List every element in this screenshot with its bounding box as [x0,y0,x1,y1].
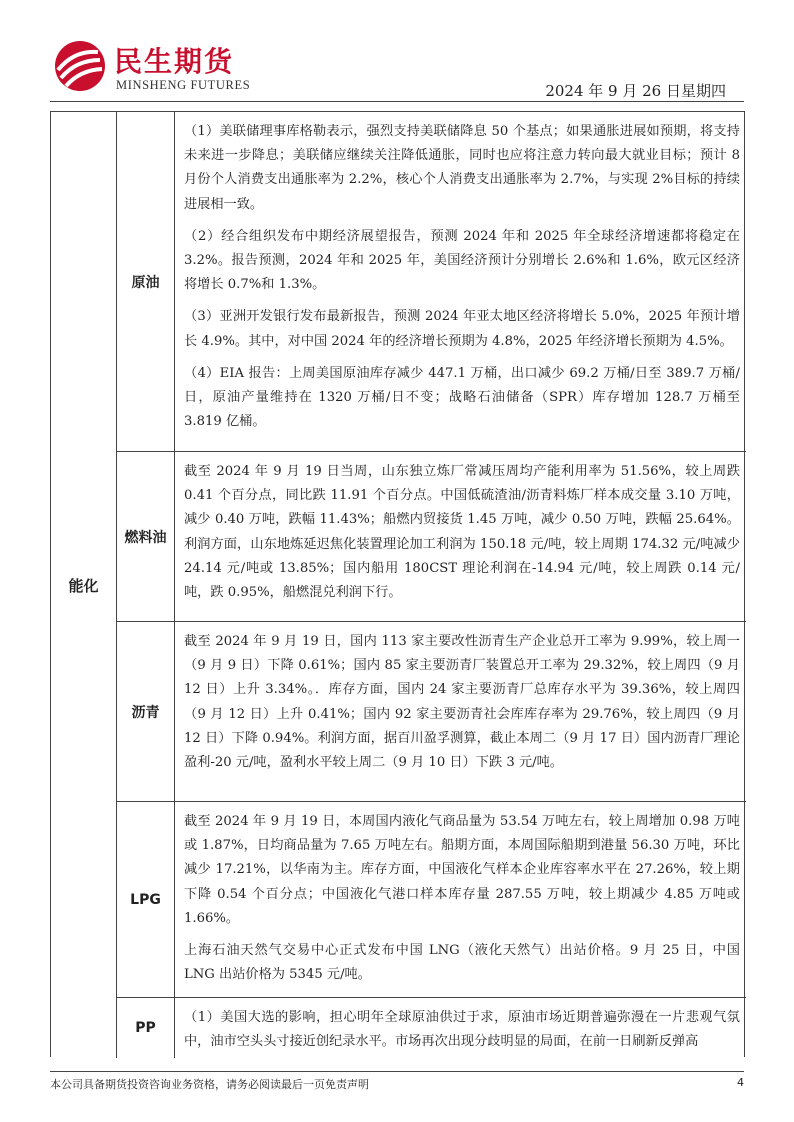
table-row-crude-oil [117,112,746,452]
content-paragraph: （3）亚洲开发银行发布最新报告，预测 2024 年亚太地区经济将增长 5.0%，2025 年预计增长 4.9%。其中，对中国 2024 年的经济增长预期为 4.8%，2025 年经济增长预期为 4.5%。 [184,309,740,349]
product-content [175,998,746,1058]
content-paragraph: （2）经合组织发布中期经济展望报告，预测 2024 年和 2025 年全球经济增速都将稳定在 3.2%。报告预测，2024 年和 2025 年，美国经济预计分别增长 2.6%和 1.6%，欧元区经济将增长 0.7%和 1.3%。 [184,228,740,293]
table-row-asphalt [117,622,746,802]
brand-name-cn: 民生期货 [114,45,235,78]
commodity-table [50,111,745,1057]
table-row-lpg [117,802,746,998]
footer-divider [50,1071,744,1072]
table-row-pp [117,998,746,1058]
product-label: 沥青 [117,622,175,801]
content-paragraph: （1）美国大选的影响，担心明年全球原油供过于求，原油市场近期普遍弥漫在一片悲观气氛中，油市空头头寸接近创纪录水平。市场再次出现分歧明显的局面，在前一日刷新反弹高 [184,1010,740,1050]
content-paragraph: 截至 2024 年 9 月 19 日，国内 113 家主要改性沥青生产企业总开工率为 9.99%，较上周一（9 月 9 日）下降 0.61%；国内 85 家主要沥青厂装置总开工率为 29.32%，较上周四（9 月 12 日）上升 3.34%。．库存方面，国内 24 家主要沥青厂总库存水平为 39.36%，较上周四（9 月 12 日）上升 0.41%；国内 92 家主要沥青社会库库存率为 29.76%，较上周四（9 月 12 日）下降 0.94%。利润方面，据百川盈孚测算，截止本周二（9 月 17 日）国内沥青厂理论盈利-20 元/吨，盈利水平较上周二（9 月 10 日）下跌 3 元/吨。 [184,634,740,771]
product-content [175,802,746,997]
minsheng-logo-icon [52,40,108,92]
product-label: PP [117,998,175,1058]
content-paragraph: （4）EIA 报告：上周美国原油库存减少 447.1 万桶，出口减少 69.2 万桶/日至 389.7 万桶/日，原油产量维持在 1320 万桶/日不变；战略石油储备（SPR）库存增加 128.7 万桶至 3.819 亿桶。 [184,365,740,430]
report-date: 2024 年 9 月 26 日星期四 [545,82,726,100]
content-paragraph: 截至 2024 年 9 月 19 日当周，山东独立炼厂常减压周均产能利用率为 51.56%，较上周跌 0.41 个百分点，同比跌 11.91 个百分点。中国低硫渣油/沥青料炼厂样本成交量 3.10 万吨，减少 0.40 万吨，跌幅 11.43%；船燃内贸接货 1.45 万吨，减少 0.50 万吨，跌幅 25.64%。利润方面，山东地炼延迟焦化装置理论加工利润为 150.18 元/吨，较上周期 174.32 元/吨减少 24.14 元/吨或 13.85%；国内船用 180CST 理论利润在-14.94 元/吨，较上周跌 0.14 元/吨，跌 0.95%，船燃混兑利润下行。 [184,464,741,601]
product-label: 原油 [117,112,175,451]
product-content [175,622,746,801]
content-paragraph: 上海石油天然气交易中心正式发布中国 LNG（液化天然气）出站价格。9 月 25 日，中国 LNG 出站价格为 5345 元/吨。 [184,943,740,983]
page-header [0,0,794,110]
table-row-fuel-oil [117,452,746,622]
footer-disclaimer: 本公司具备期货投资咨询业务资格，请务必阅读最后一页免责声明 [50,1078,369,1091]
sector-label: 能化 [51,112,117,1058]
header-divider [50,101,744,102]
product-content [175,452,746,621]
brand-name-en: MINSHENG FUTURES [116,78,251,92]
product-label: LPG [117,802,175,997]
product-content [175,112,746,451]
content-paragraph: 截至 2024 年 9 月 19 日，本周国内液化气商品量为 53.54 万吨左右，较上周增加 0.98 万吨或 1.87%，日均商品量为 7.65 万吨左右。船期方面，本周国际船期到港量 56.30 万吨，环比减少 17.21%，以华南为主。库存方面，中国液化气样本企业库容率水平在 27.26%，较上期下降 0.54 个百分点；中国液化气港口样本库存量 287.55 万吨，较上期减少 4.85 万吨或 1.66%。 [184,814,740,926]
page-number: 4 [737,1076,744,1089]
content-paragraph: （1）美联储理事库格勒表示，强烈支持美联储降息 50 个基点；如果通胀进展如预期，将支持未来进一步降息；美联储应继续关注降低通胀，同时也应将注意力转向最大就业目标；预计 8 月份个人消费支出通胀率为 2.2%，核心个人消费支出通胀率为 2.7%，与实现 2%目标的持续进展相一致。 [184,124,740,212]
product-label: 燃料油 [117,452,175,621]
